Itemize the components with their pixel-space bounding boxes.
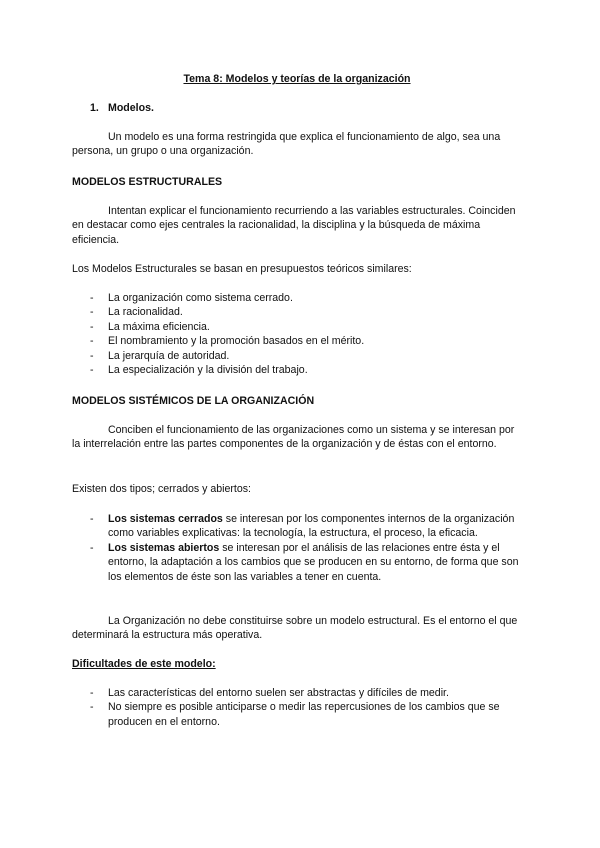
heading-dificultades: Dificultades de este modelo: xyxy=(72,658,216,670)
bullet-dash: - xyxy=(90,541,94,554)
list-item: - La máxima eficiencia. xyxy=(90,320,210,333)
bullet-dash: - xyxy=(90,701,94,714)
sistemicos-list xyxy=(72,512,522,584)
estructurales-paragraph-2: Los Modelos Estructurales se basan en presupuestos teóricos similares: xyxy=(72,263,412,275)
list-item: - La especialización y la división del trabajo. xyxy=(90,364,308,377)
list-item: - La racionalidad. xyxy=(90,306,183,319)
bullet-dash: - xyxy=(90,687,94,699)
sistemicos-paragraph-2: Existen dos tipos; cerrados y abiertos: xyxy=(72,483,252,495)
bullet-dash: - xyxy=(90,513,94,525)
list-item: - Las características del entorno suelen ser abstractas y difíciles de medir. xyxy=(90,687,449,699)
sistemicos-paragraph-3: La Organización no debe constituirse sobre un modelo estructural. Es el entorno el que determinará la estructura más operativa. xyxy=(72,615,518,642)
section-heading-text: Modelos. xyxy=(108,102,154,114)
intro-paragraph: Un modelo es una forma restringida que explica el funcionamiento de algo, sea una persona, un grupo o una organización. xyxy=(72,131,501,158)
estructurales-paragraph-1: Intentan explicar el funcionamiento recurriendo a las variables estructurales. Coinciden en destacar como ejes centrales la racionalidad, la disciplina y la búsqueda de máxima eficiencia. xyxy=(72,205,516,246)
list-item: - Los sistemas cerrados se interesan por los componentes internos de la organización como variables explicativas: la tecnología, la estructura, el proceso, la eficacia. xyxy=(90,513,515,540)
heading-modelos-sistemicos: MODELOS SISTÉMICOS DE LA ORGANIZACIÓN xyxy=(72,395,315,407)
list-item: - No siempre es posible anticiparse o medir las repercusiones de los cambios que se producen en el entorno. xyxy=(90,701,500,728)
heading-modelos-estructurales: MODELOS ESTRUCTURALES xyxy=(72,176,223,188)
section-number: 1. xyxy=(90,102,99,114)
list-item: - El nombramiento y la promoción basados en el mérito. xyxy=(90,335,365,348)
sistemicos-paragraph-1: Conciben el funcionamiento de las organizaciones como un sistema y se interesan por la interrelación entre las partes componentes de la organización y de éstas con el entorno. xyxy=(72,424,515,451)
bullet-dash: - xyxy=(90,292,94,304)
bullet-dash: - xyxy=(90,306,94,319)
list-item: - La organización como sistema cerrado. xyxy=(90,292,293,304)
bullet-dash: - xyxy=(90,364,94,377)
section-heading-modelos xyxy=(72,101,522,115)
dificultades-list xyxy=(72,686,522,729)
estructurales-list xyxy=(72,291,522,377)
page-title: Tema 8: Modelos y teorías de la organización xyxy=(183,73,411,85)
bullet-dash: - xyxy=(90,320,94,333)
list-item: - La jerarquía de autoridad. xyxy=(90,349,230,362)
list-item: - Los sistemas abiertos se interesan por el análisis de las relaciones entre ésta y el entorno, la adaptación a los cambios que se producen en su entorno, de forma que son los elementos de éste son las variables a tener en cuenta. xyxy=(90,541,519,583)
bullet-dash: - xyxy=(90,349,94,362)
bullet-dash: - xyxy=(90,335,94,348)
